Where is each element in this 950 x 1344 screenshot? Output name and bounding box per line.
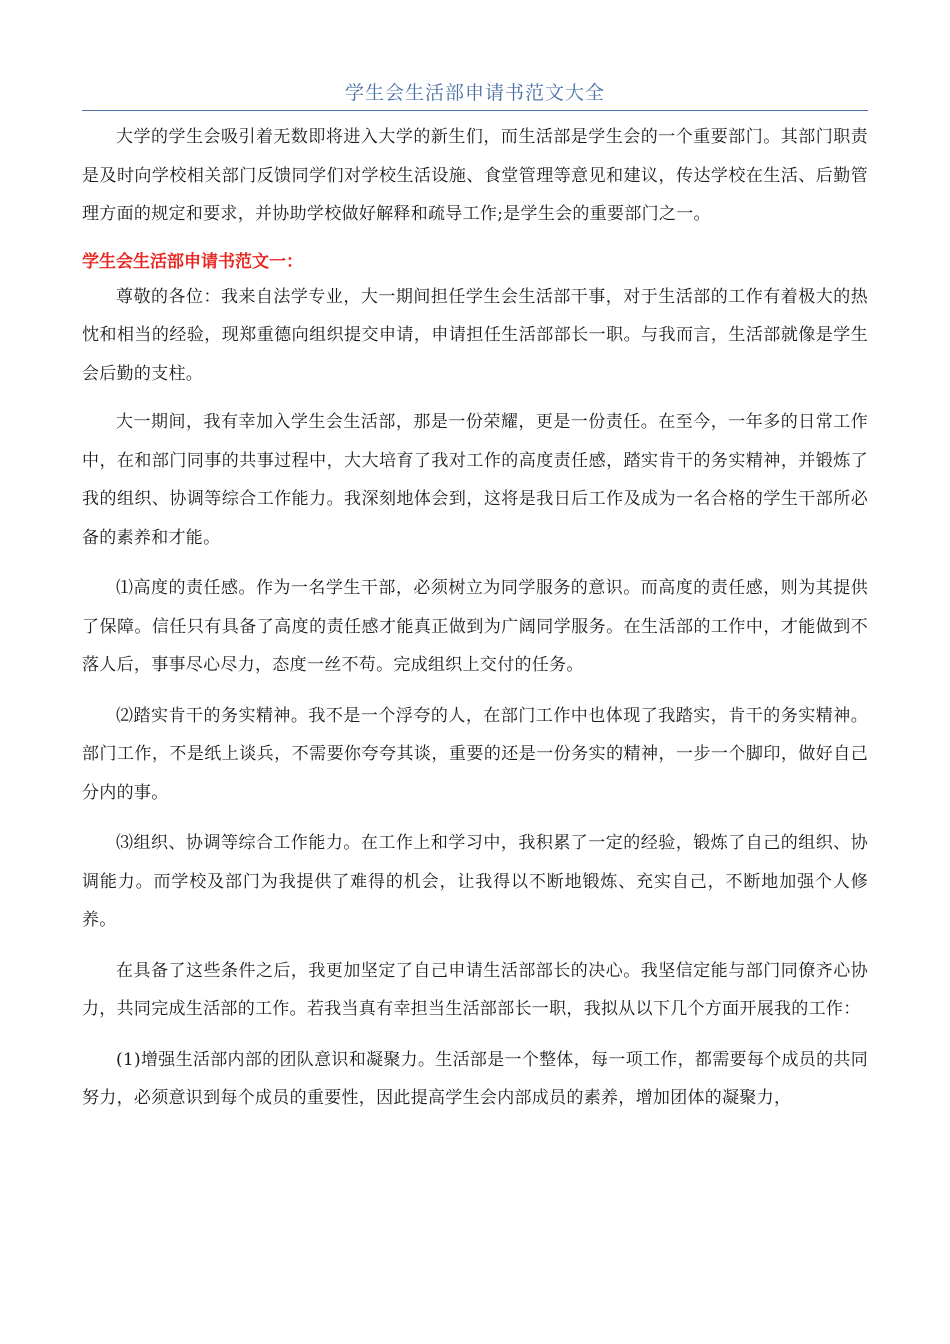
header-title: 学生会生活部申请书范文大全: [344, 82, 605, 104]
body-paragraph-4: ⑵踏实肯干的务实精神。我不是一个浮夸的人，在部门工作中也体现了我踏实，肯干的务实精神。部门工作，不是纸上谈兵，不需要你夸夸其谈，重要的还是一份务实的精神，一步一个脚印，做好自己分内的事。: [82, 705, 868, 803]
body-paragraph-5: ⑶组织、协调等综合工作能力。在工作上和学习中，我积累了一定的经验，锻炼了自己的组织、协调能力。而学校及部门为我提供了难得的机会，让我得以不断地锻炼、充实自己，不断地加强个人修养。: [82, 833, 868, 930]
section-title: 学生会生活部申请书范文一：: [82, 251, 303, 272]
page-header: [82, 78, 868, 111]
body-paragraph-1: 尊敬的各位：我来自法学专业，大一期间担任学生会生活部干事，对于生活部的工作有着极大的热忱和相当的经验，现郑重德向组织提交申请，申请担任生活部部长一职。与我而言，生活部就像是学生会后勤的支柱。: [82, 286, 868, 384]
body-paragraph-7: (1)增强生活部内部的团队意识和凝聚力。生活部是一个整体，每一项工作，都需要每个成员的共同努力，必须意识到每个成员的重要性，因此提高学生会内部成员的素养，增加团体的凝聚力，: [82, 1049, 868, 1108]
body-paragraph-6: 在具备了这些条件之后，我更加坚定了自己申请生活部部长的决心。我坚信定能与部门同僚齐心协力，共同完成生活部的工作。若我当真有幸担当生活部部长一职，我拟从以下几个方面开展我的工作：: [82, 960, 868, 1019]
body-paragraph-3: ⑴高度的责任感。作为一名学生干部，必须树立为同学服务的意识。而高度的责任感，则为其提供了保障。信任只有具备了高度的责任感才能真正做到为广阔同学服务。在生活部的工作中，才能做到不落人后，事事尽心尽力，态度一丝不苟。完成组织上交付的任务。: [82, 578, 868, 675]
intro-paragraph: 大学的学生会吸引着无数即将进入大学的新生们，而生活部是学生会的一个重要部门。其部门职责是及时向学校相关部门反馈同学们对学校生活设施、食堂管理等意见和建议，传达学校在生活、后勤管理方面的规定和要求，并协助学校做好解释和疏导工作;是学生会的重要部门之一。: [82, 127, 868, 224]
document-body: [82, 118, 868, 1130]
body-paragraph-2: 大一期间，我有幸加入学生会生活部，那是一份荣耀，更是一份责任。在至今，一年多的日常工作中，在和部门同事的共事过程中，大大培育了我对工作的高度责任感，踏实肯干的务实精神，并锻炼了我的组织、协调等综合工作能力。我深刻地体会到，这将是我日后工作及成为一名合格的学生干部所必备的素养和才能。: [82, 412, 868, 548]
